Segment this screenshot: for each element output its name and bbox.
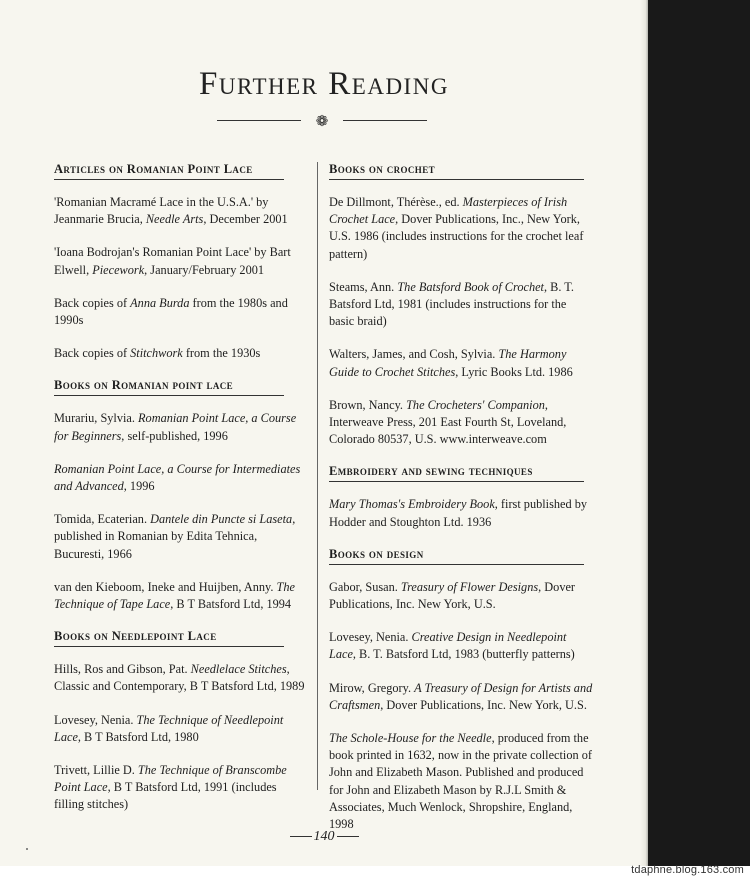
entry-text: from the 1930s [182, 346, 261, 361]
entry-title-italic: The Batsford Book of Crochet [397, 279, 544, 294]
entry-text: , B T Batsford Ltd, 1980 [77, 729, 199, 744]
entry-text: Trivett, Lillie D. [54, 763, 138, 778]
entry-text: , Dover Publications, Inc. New York, U.S. [380, 697, 587, 712]
reading-entry [54, 345, 308, 362]
section-heading: Books on Needlepoint Lace [54, 629, 284, 647]
entry-text: Walters, James, and Cosh, Sylvia. [329, 347, 499, 362]
entry-text: , 1996 [123, 479, 155, 494]
entry-text: Back copies of [54, 295, 131, 310]
section-heading: Books on Romanian point lace [54, 378, 284, 396]
entry-title-italic: The Technique of Branscombe Point Lace [54, 763, 287, 795]
entry-text: 'Romanian Macramé Lace in the U.S.A.' by Jeanmarie Brucia, [54, 195, 269, 227]
entry-text: , B. T. Batsford Ltd, 1983 (butterfly patterns) [352, 647, 575, 662]
section-heading: Books on crochet [329, 162, 584, 180]
entry-text: , December 2001 [203, 212, 288, 227]
page-number-text: 140 [313, 829, 335, 844]
entry-title-italic: Mary Thomas's Embroidery Book [329, 497, 495, 512]
entry-title-italic: Stitchwork [130, 346, 183, 361]
watermark-text: tdaphne.blog.163.com [631, 864, 744, 876]
background-edge [648, 0, 750, 878]
entry-text: Gabor, Susan. [329, 579, 401, 594]
reading-entry [54, 410, 308, 444]
reading-entry [54, 194, 308, 228]
reading-entry [329, 680, 593, 714]
entry-text: De Dillmont, Thérèse., ed. [329, 195, 463, 209]
entry-title-italic: Masterpieces of Irish Crochet Lace [329, 195, 568, 227]
entry-title-italic: The Technique of Needlepoint Lace [54, 712, 284, 744]
entry-text: Mirow, Gregory. [329, 680, 415, 695]
section-heading: Articles on Romanian Point Lace [54, 162, 284, 180]
entry-title-italic: Piecework [92, 262, 145, 277]
entry-text: Hills, Ros and Gibson, Pat. [54, 662, 191, 677]
page-title: Further Reading [199, 66, 449, 102]
entry-text: Lovesey, Nenia. [329, 630, 412, 645]
entry-text: , Dover Publications, Inc., New York, U.S. 1986 (includes instructions for the crochet leaf pattern) [329, 212, 584, 261]
section-heading: Books on design [329, 547, 584, 565]
entry-text: Lovesey, Nenia. [54, 712, 137, 727]
entry-title-italic: The Technique of Tape Lace [54, 579, 295, 612]
entry-text: , Interweave Press, 201 East Fourth St, Loveland, Colorado 80537, U.S. www.interweave.com [329, 397, 567, 447]
entry-text: from the 1980s and 1990s [54, 295, 288, 328]
entry-text: Tomida, Ecaterian. [54, 512, 151, 527]
title-ornament [217, 112, 427, 130]
reading-entry [54, 244, 308, 278]
reading-entry [54, 461, 308, 495]
entry-text: Brown, Nancy. [329, 397, 407, 412]
entry-title-italic: The Crocheters' Companion [406, 397, 545, 412]
entry-text: , Lyric Books Ltd. 1986 [455, 364, 573, 379]
entry-title-italic: A Treasury of Design for Artists and Craftsmen [329, 680, 593, 712]
ornament-rule-right [343, 120, 427, 121]
entry-title-italic: Anna Burda [130, 295, 190, 310]
entry-title-italic: Treasury of Flower Designs [400, 579, 539, 594]
entry-title-italic: Creative Design in Needlepoint Lace [329, 630, 567, 662]
entry-title-italic: Needle Arts [145, 212, 204, 227]
entry-text: , produced from the book printed in 1632, now in the private collection of John and Elizabeth Mason. Published and produced for John and Elizabeth Mason by R.J.L Smith & Associates, Much Wenlock, Shropshire, England, 1998 [329, 731, 592, 832]
entry-title-italic: The Schole-House for the Needle [329, 731, 492, 746]
entry-text: , January/February 2001 [144, 262, 265, 277]
reading-entry [329, 629, 593, 663]
entry-text: 'Ioana Bodrojan's Romanian Point Lace' by Bart Elwell, [54, 245, 291, 277]
entry-text: , self-published, 1996 [121, 428, 228, 443]
right-column [329, 162, 593, 849]
page-number [0, 829, 648, 845]
entry-text: Back copies of [54, 346, 131, 361]
reading-entry [54, 762, 308, 814]
reading-entry [329, 279, 593, 331]
reading-entry [329, 397, 593, 449]
reading-entry [54, 712, 308, 746]
reading-entry [329, 579, 593, 613]
entry-text: , B T Batsford Ltd, 1991 (includes filling stitches) [54, 780, 277, 812]
entry-text: , Dover Publications, Inc. New York, U.S. [329, 579, 576, 612]
entry-text: , B T Batsford Ltd, 1994 [170, 597, 292, 612]
reading-entry [329, 730, 593, 833]
entry-title-italic: Dantele din Puncte si Laseta [150, 512, 293, 527]
page-number-dash-left [290, 836, 312, 837]
entry-title-italic: Romanian Point Lace, a Course for Beginners [54, 411, 297, 443]
reading-entry [329, 194, 593, 263]
page-number-dash-right [337, 836, 359, 837]
entry-title-italic: Needlelace Stitches [190, 662, 287, 677]
reading-entry [54, 579, 308, 613]
entry-title-italic: The Harmony Guide to Crochet Stitches [329, 347, 567, 379]
entry-text: , Classic and Contemporary, B T Batsford Ltd, 1989 [54, 662, 305, 694]
column-divider [317, 162, 318, 790]
reading-entry [329, 496, 593, 530]
entry-text: , published in Romanian by Edita Tehnica, Bucuresti, 1966 [54, 512, 296, 561]
reading-entry [54, 661, 308, 695]
paper-speck [26, 848, 28, 850]
entry-text: Murariu, Sylvia. [54, 411, 139, 426]
entry-text: van den Kieboom, Ineke and Huijben, Anny. [54, 579, 277, 594]
left-column [54, 162, 308, 830]
reading-entry [54, 295, 308, 329]
entry-text: Steams, Ann. [329, 279, 398, 294]
flower-ornament-icon: ❁ [315, 112, 329, 130]
ornament-rule-left [217, 120, 301, 121]
entry-title-italic: Romanian Point Lace, a Course for Intermediates and Advanced [54, 461, 301, 494]
reading-entry [329, 346, 593, 380]
entry-text: , B. T. Batsford Ltd, 1981 (includes instructions for the basic braid) [329, 279, 574, 329]
entry-text: , first published by Hodder and Stoughton Ltd. 1936 [329, 497, 588, 529]
section-heading: Embroidery and sewing techniques [329, 464, 584, 482]
reading-entry [54, 511, 308, 563]
